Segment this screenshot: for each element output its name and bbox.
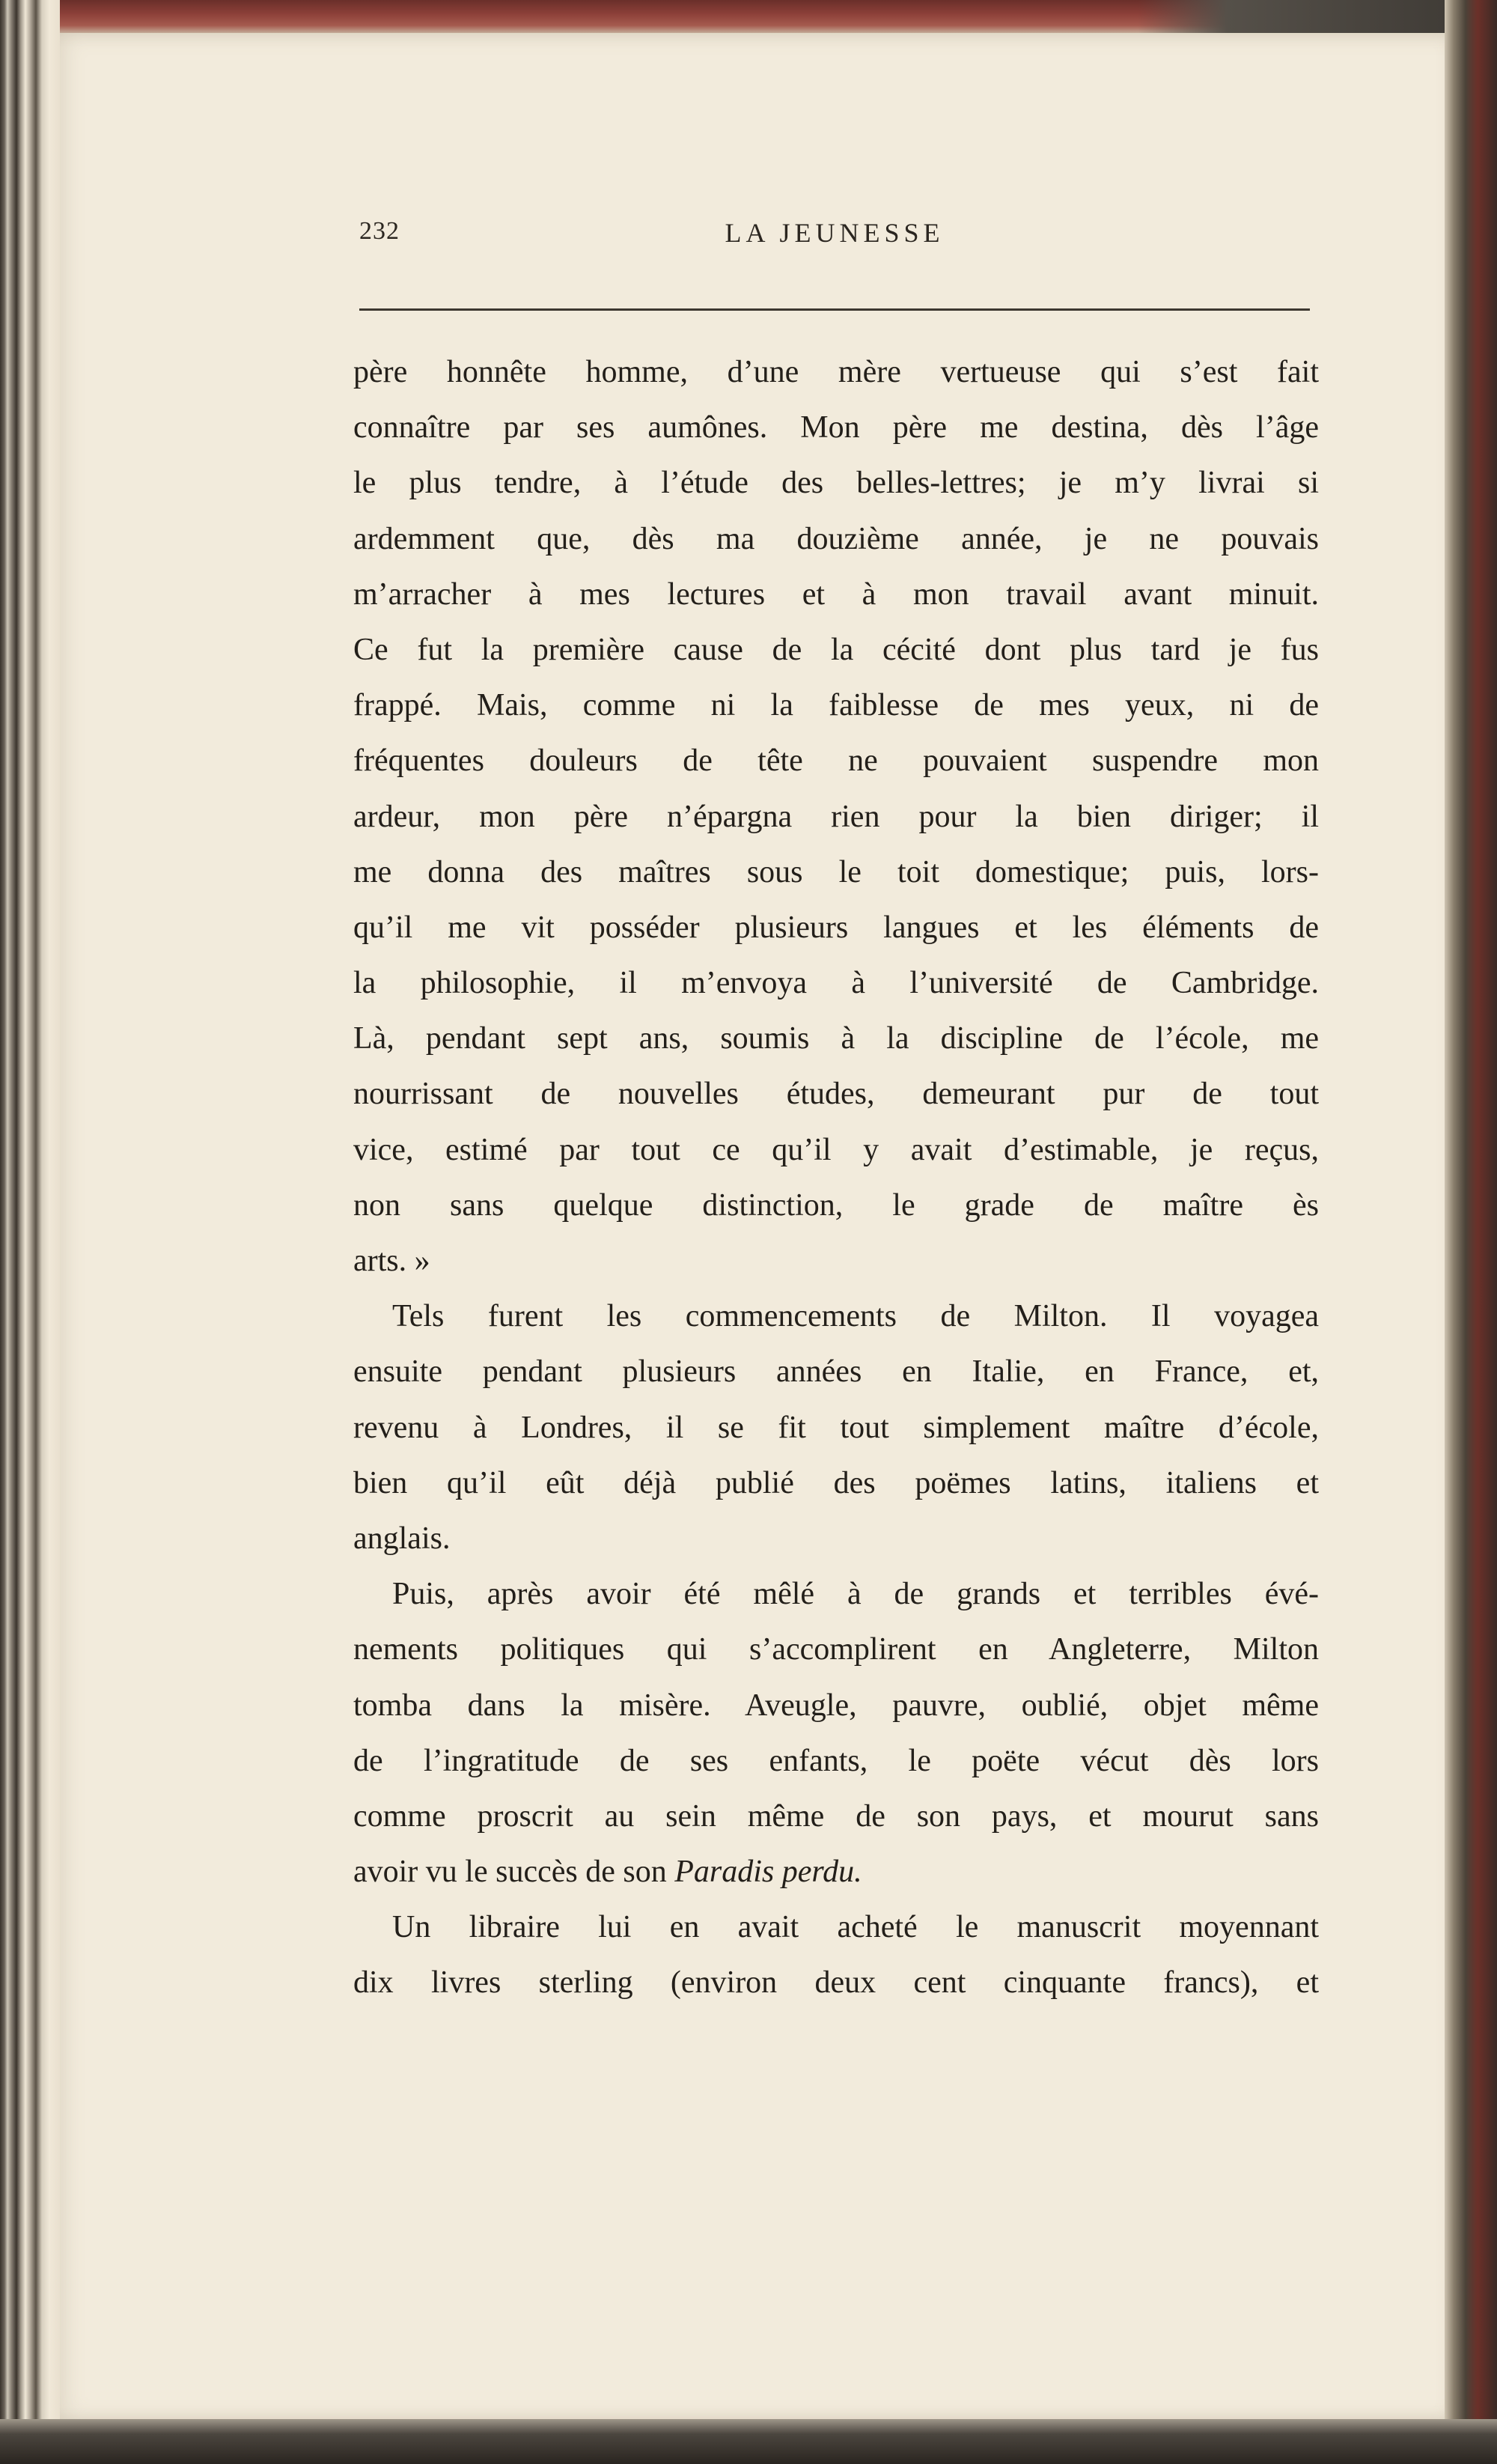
- text-line: me donna des maîtres sous le toit domestique; puis, lors-: [353, 854, 1319, 889]
- page-header: [359, 211, 1310, 264]
- text-line: comme proscrit au sein même de son pays, et mourut sans: [353, 1798, 1319, 1834]
- body-text: [353, 344, 1319, 2011]
- book-bottom-edge: [0, 2419, 1497, 2464]
- text-line: nourrissant de nouvelles études, demeurant pur de tout: [353, 1077, 1319, 1112]
- running-title: LA JEUNESSE: [725, 218, 945, 248]
- text-line: anglais.: [353, 1521, 451, 1556]
- header-rule: [359, 308, 1310, 311]
- text-line: arts. »: [353, 1244, 430, 1278]
- text-line-start: avoir vu le succès de son: [353, 1855, 667, 1890]
- text-line: connaître par ses aumônes. Mon père me destina, dès l’âge: [353, 410, 1319, 445]
- book-binding-gutter: [0, 0, 60, 2464]
- text-line: la philosophie, il m’envoya à l’université de Cambridge.: [353, 966, 1319, 1001]
- text-line: dix livres sterling (environ deux cent cinquante francs), et: [353, 1965, 1319, 2001]
- text-line: nements politiques qui s’accomplirent en Angleterre, Milton: [353, 1632, 1319, 1667]
- book-top-edge: [0, 0, 1497, 34]
- text-line: le plus tendre, à l’étude des belles-lettres; je m’y livrai si: [353, 466, 1319, 501]
- text-line: frappé. Mais, comme ni la faiblesse de mes yeux, ni de: [353, 688, 1319, 723]
- book-cover-edge: [1445, 0, 1497, 2464]
- text-line: m’arracher à mes lectures et à mon travail avant minuit.: [353, 577, 1319, 612]
- page-number: 232: [359, 217, 400, 245]
- text-line: tomba dans la misère. Aveugle, pauvre, oublié, objet même: [353, 1688, 1319, 1723]
- text-line: fréquentes douleurs de tête ne pouvaient suspendre mon: [353, 743, 1319, 779]
- text-line: vice, estimé par tout ce qu’il y avait d’estimable, je reçus,: [353, 1132, 1319, 1167]
- text-line: ardeur, mon père n’épargna rien pour la bien diriger; il: [353, 799, 1319, 834]
- text-line: [353, 1844, 1319, 1899]
- text-line: ensuite pendant plusieurs années en Italie, en France, et,: [353, 1354, 1319, 1390]
- text-line: qu’il me vit posséder plusieurs langues et les éléments de: [353, 910, 1319, 945]
- text-line: bien qu’il eût déjà publié des poëmes latins, italiens et: [353, 1465, 1319, 1500]
- text-line: revenu à Londres, il se fit tout simplement maître d’école,: [353, 1410, 1319, 1445]
- text-line: Ce fut la première cause de la cécité dont plus tard je fus: [353, 632, 1319, 667]
- text-line: Tels furent les commencements de Milton. Il voyagea: [392, 1299, 1319, 1334]
- text-line: non sans quelque distinction, le grade de maître ès: [353, 1187, 1319, 1223]
- text-line: père honnête homme, d’une mère vertueuse qui s’est fait: [353, 355, 1319, 389]
- text-line: Un libraire lui en avait acheté le manuscrit moyennant: [392, 1910, 1319, 1945]
- book-title-italic: Paradis perdu.: [674, 1855, 862, 1890]
- text-line: ardemment que, dès ma douzième année, je ne pouvais: [353, 521, 1319, 556]
- text-line: Puis, après avoir été mêlé à de grands et terribles évé-: [392, 1577, 1319, 1612]
- text-line: de l’ingratitude de ses enfants, le poëte vécut dès lors: [353, 1743, 1319, 1778]
- text-line: Là, pendant sept ans, soumis à la discipline de l’école, me: [353, 1021, 1319, 1056]
